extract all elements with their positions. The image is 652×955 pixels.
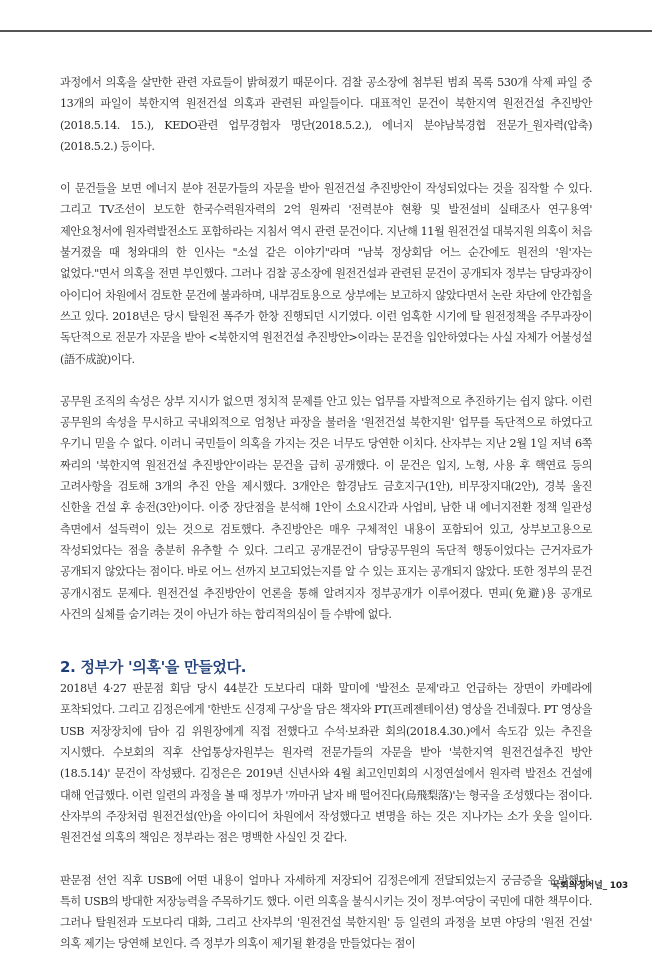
paragraph-5: 판문점 선언 직후 USB에 어떤 내용이 얼마나 자세하게 저장되어 김정은에게 전달되었는지 궁금증을 유발했다. 특히 USB의 방대한 저장능력을 주목하기도 했다. 이런 의혹을 불식시키는 것이 정부·여당이 국민에 대한 책무이다. 그러나 탈원전과 도보다리 대화, 그리고 산자부의 '원전건설 북한지원' 등 일련의 과정을 보면 야당의 '원전 건설' 의혹 제기는 당연해 보인다. 즉 정부가 의혹이 제기될 환경을 만들었다는 점이: [60, 873, 592, 951]
paragraph-1: 과정에서 의혹을 살만한 관련 자료들이 밝혀졌기 때문이다. 검찰 공소장에 첨부된 범죄 목록 530개 삭제 파일 중 13개의 파일이 북한지역 원전건설 의혹과 관련된 파일들이다. 대표적인 문건이 북한지역 원전건설 추진방안(2018.5.14. 15.), KEDO관련 업무경험자 명단(2018.5.2.), 에너지 분야남북경협 전문가_원자력(압축)(2018.5.2.) 등이다.: [60, 76, 592, 153]
paragraph-gap: [60, 625, 592, 646]
paragraph-gap: [60, 849, 592, 870]
top-divider: [0, 30, 652, 32]
paragraph-gap: [60, 370, 592, 391]
paragraph-4: 2018년 4·27 판문점 회담 당시 44분간 도보다리 대화 말미에 '발전소 문제'라고 언급하는 장면이 카메라에 포착되었다. 그리고 김정은에게 '한반도 신경제 구상'을 담은 책자와 PT(프레젠테이션) 영상을 건네줬다. PT 영상을 USB 저장장치에 담아 김 위원장에게 직접 전했다고 수석·보좌관 회의(2018.4.30.)에서 속도감 있는 추진을 지시했다. 수보회의 직후 산업통상자원부는 원자력 전문가들의 자문을 받아 '북한지역 원전건설추진 방안(18.5.14)' 문건이 작성됐다. 김정은은 2019년 신년사와 4월 최고인민회의 시정연설에서 원자력 발전소 건설에 대해 언급했다. 이런 일련의 과정을 볼 때 정부가 '까마귀 날자 배 떨어진다(烏飛梨落)'는 형국을 조성했다는 점이다. 산자부의 주장처럼 원전건설(안)을 아이디어 차원에서 작성했다고 변명을 하는 것은 지나가는 소가 웃을 일이다. 원전건설 의혹의 책임은 정부라는 점은 명백한 사실인 것 같다.: [60, 682, 592, 845]
article-body: [60, 72, 592, 955]
page-footer: 국회의정저널_ 103: [551, 881, 628, 891]
paragraph-2: 이 문건들을 보면 에너지 분야 전문가들의 자문을 받아 원전건설 추진방안이 작성되었다는 것을 짐작할 수 있다. 그리고 TV조선이 보도한 한국수력원자력의 2억 원짜리 '전력분야 현황 및 발전설비 실태조사 연구용역' 제안요청서에 원자력발전소도 포함하라는 지침서 역시 관련 문건이다. 지난해 11월 원전건설 대북지원 의혹이 처음 불거졌을 때 청와대의 한 인사는 "소설 같은 이야기"라며 "남북 정상회담 어느 순간에도 원전의 '원'자는 없었다."면서 의혹을 전면 부인했다. 그러나 검찰 공소장에 원전건설과 관련된 문건이 공개되자 정부는 담당과장이 아이디어 차원에서 검토한 문건에 불과하며, 내부검토용으로 상부에는 보고하지 않았다면서 논란 차단에 안간힘을 쓰고 있다. 2018년은 당시 탈원전 폭주가 한창 진행되던 시기였다. 이런 엄혹한 시기에 탈 원전정책을 주무과장이 독단적으로 전문가 자문을 받아 <북한지역 원전건설 추진방안>이라는 문건을 입안하였다는 사실 자체가 어불성설(語不成說)이다.: [60, 182, 592, 366]
paragraph-3: 공무원 조직의 속성은 상부 지시가 없으면 정치적 문제를 안고 있는 업무를 자발적으로 추진하기는 쉽지 않다. 이런 공무원의 속성을 무시하고 국내외적으로 엄청난 파장을 불러올 '원전건설 북한지원' 업무를 독단적으로 하였다고 우기니 믿을 수 없다. 이러니 국민들이 의혹을 가지는 것은 너무도 당연한 이치다. 산자부는 지난 2월 1일 저녁 6쪽 짜리의 '북한지역 원전건설 추진방안'이라는 문건을 급히 공개했다. 이 문건은 입지, 노형, 사용 후 핵연료 등의 고려사항을 검토해 3개의 추진 안을 제시했다. 3개안은 함경남도 금호지구(1안), 비무장지대(2안), 경북 울진 신한울 건설 후 송전(3안)이다. 이중 장단점을 분석해 1안이 소요시간과 사업비, 남한 내 에너지전환 정책 일관성 측면에서 설득력이 있는 것으로 검토했다. 추진방안은 매우 구체적인 내용이 포함되어 있고, 상부보고용으로 작성되었다는 점을 충분히 유추할 수 있다. 그리고 공개문건이 담당공무원의 독단적 행동이었다는 근거자료가 공개되지 않았다는 점이다. 바로 어느 선까지 보고되었는지를 알 수 있는 표지는 공개되지 않았다. 또한 정부의 문건 공개시점도 문제다. 원전건설 추진방안이 언론을 통해 알려지자 정부공개가 이루어졌다. 면피(免避)용 공개로 사건의 실체를 숨기려는 것이 아닌가 하는 합리적의심이 들 수밖에 없다.: [60, 394, 592, 621]
section-heading: 2. 정부가 '의혹'을 만들었다.: [60, 658, 247, 677]
paragraph-gap: [60, 157, 592, 178]
